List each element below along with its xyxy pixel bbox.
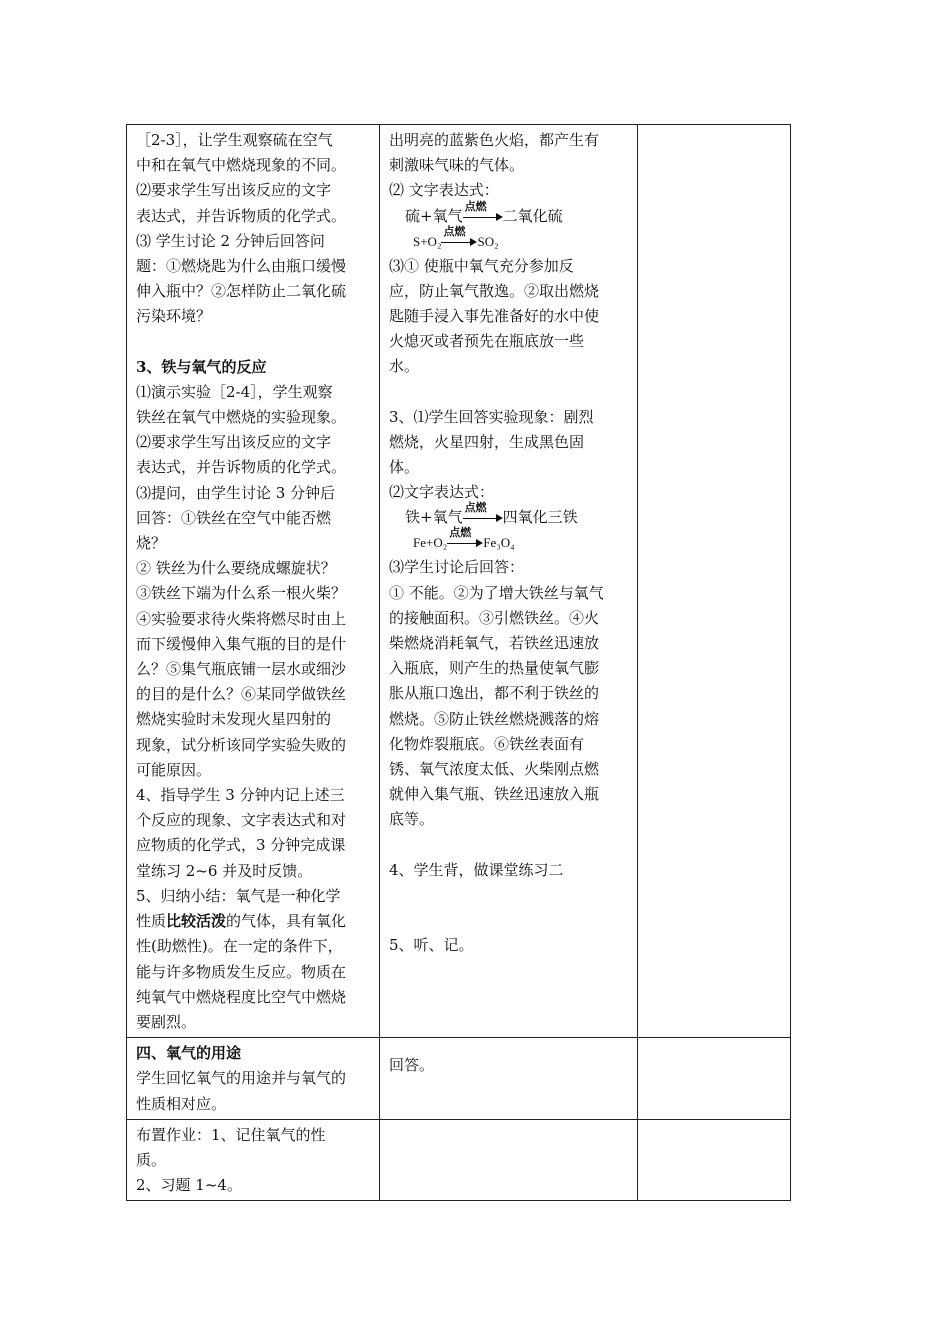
- reaction-arrow-icon: [447, 527, 483, 555]
- text-line: ⑵要求学生写出该反应的文字: [136, 433, 332, 452]
- text-line: 堂练习 2~6 并及时反馈。: [136, 861, 313, 880]
- text-line: 回答。: [389, 1056, 435, 1075]
- reaction-arrow-icon: [441, 225, 477, 254]
- text-line: 烧？: [136, 534, 167, 553]
- lesson-plan-table: [126, 124, 791, 1201]
- notes-cell: [638, 1119, 791, 1201]
- text-line: 污染环境？: [136, 307, 212, 326]
- text-line: 燃烧。⑤防止铁丝燃烧溅落的熔: [389, 709, 600, 728]
- text-line: 而下缓慢伸入集气瓶的目的是什: [136, 634, 347, 653]
- text-line: 要剧烈。: [136, 1012, 197, 1031]
- section-heading-iron: 3、铁与氧气的反应: [136, 357, 267, 376]
- section-heading-uses: 四、氧气的用途: [136, 1044, 242, 1063]
- text-line: 学生回忆氧气的用途并与氧气的: [136, 1069, 347, 1088]
- text-line: 2、习题 1~4。: [136, 1176, 242, 1195]
- text-line: 火熄灭或者预先在瓶底放一些: [389, 332, 585, 351]
- products: SO₂: [477, 233, 499, 249]
- blank-line: [389, 883, 630, 908]
- blank-line: [136, 330, 372, 355]
- text-line: 中和在氧气中燃烧现象的不同。: [136, 156, 347, 175]
- text-line: 5、听、记。: [389, 935, 474, 954]
- condition-label: 点燃: [464, 199, 487, 213]
- sulfur-formula-equation: [389, 225, 630, 254]
- text-line: 表达式，并告诉物质的化学式。: [136, 458, 347, 477]
- reactants: S+O₂: [413, 233, 442, 249]
- text-line: 底等。: [389, 810, 435, 829]
- text-line: ⑶① 使瓶中氧气充分参加反: [389, 256, 574, 275]
- student-activity-cell: [380, 125, 638, 1038]
- text-line: 化物炸裂瓶底。⑥铁丝表面有: [389, 734, 585, 753]
- text-line: 质。: [136, 1150, 167, 1169]
- notes-cell: [638, 1038, 791, 1120]
- text-line: 柴燃烧消耗氧气，若铁丝迅速放: [389, 634, 600, 653]
- text-line: 应，防止氧气散逸。②取出燃烧: [389, 281, 600, 300]
- text-line: ② 铁丝为什么要绕成螺旋状？: [136, 559, 336, 578]
- text-line: 纯氧气中燃烧程度比空气中燃烧: [136, 987, 347, 1006]
- text-line: 就伸入集气瓶、铁丝迅速放入瓶: [389, 785, 600, 804]
- text-line: 胀从瓶口逸出，都不利于铁丝的: [389, 684, 600, 703]
- text-line: 布置作业：1、记住氧气的性: [136, 1125, 326, 1144]
- reactants: Fe+O₂: [413, 535, 448, 551]
- sulfur-word-equation: [389, 199, 630, 229]
- text-line: 3、⑴学生回答实验现象：剧烈: [389, 407, 594, 426]
- text-line: ⑵要求学生写出该反应的文字: [136, 181, 332, 200]
- text-line: 现象，试分析该同学实验失败的: [136, 735, 347, 754]
- table-row-homework: [127, 1119, 791, 1201]
- notes-cell: [638, 125, 791, 1038]
- text-line: 性(助燃性)。在一定的条件下，: [136, 937, 343, 956]
- text-line: 匙随手浸入事先准备好的水中使: [389, 307, 600, 326]
- text-line: 4、指导学生 3 分钟内记上述三: [136, 786, 345, 805]
- text-line: 题：①燃烧匙为什么由瓶口缓慢: [136, 257, 347, 276]
- products: 二氧化硫: [502, 206, 563, 225]
- text-line: ⑵ 文字表达式：: [389, 181, 499, 200]
- text-line: 的接触面积。③引燃铁丝。④火: [389, 608, 600, 627]
- table-row-uses: [127, 1038, 791, 1120]
- products: Fe₃O₄: [483, 535, 515, 551]
- text-line: 燃烧实验时未发现火星四射的: [136, 710, 332, 729]
- text-line: 体。: [389, 458, 420, 477]
- text-line: 刺激味气味的气体。: [389, 156, 525, 175]
- emphasis-text: 比较活泼: [166, 912, 227, 931]
- blank-line: [389, 833, 630, 858]
- reactants: 硫+氧气: [405, 206, 463, 225]
- summary-text: 性质: [136, 912, 167, 931]
- text-line: 表达式，并告诉物质的化学式。: [136, 206, 347, 225]
- reaction-arrow-icon: [463, 199, 503, 229]
- text-line: 铁丝在氧气中燃烧的实验现象。: [136, 408, 347, 427]
- text-line: 伸入瓶中？②怎样防止二氧化硫: [136, 282, 347, 301]
- iron-formula-equation: [389, 527, 630, 555]
- text-line: ⑴演示实验［2-4］，学生观察: [136, 382, 333, 401]
- text-line: 个反应的现象、文字表达式和对: [136, 811, 347, 830]
- text-line: 应物质的化学式，3 分钟完成课: [136, 836, 346, 855]
- student-activity-cell: [380, 1119, 638, 1201]
- text-line: ③铁丝下端为什么系一根火柴？: [136, 584, 347, 603]
- condition-label: 点燃: [443, 225, 466, 238]
- text-line: 入瓶底，则产生的热量使氧气膨: [389, 659, 600, 678]
- text-line: ⑶学生讨论后回答：: [389, 558, 525, 577]
- teacher-activity-cell: [127, 125, 380, 1038]
- text-line: 出明亮的蓝紫色火焰，都产生有: [389, 131, 600, 149]
- text-line: 4、学生背，做课堂练习二: [389, 860, 564, 879]
- text-line: ⑵文字表达式：: [389, 483, 495, 502]
- condition-label: 点燃: [464, 501, 487, 515]
- blank-line: [389, 908, 630, 933]
- summary-line-emphasis: [136, 909, 372, 934]
- text-line: 锈、氧气浓度太低、火柴刚点燃: [389, 760, 600, 779]
- text-line: ⑶提问，由学生讨论 3 分钟后: [136, 483, 336, 502]
- text-line: 能与许多物质发生反应。物质在: [136, 962, 347, 981]
- text-line: ④实验要求待火柴将燃尽时由上: [136, 609, 347, 628]
- text-line: 么？⑤集气瓶底铺一层水或细沙: [136, 660, 347, 679]
- iron-word-equation: [389, 501, 630, 530]
- text-line: 可能原因。: [136, 760, 212, 779]
- text-line: 性质相对应。: [136, 1094, 227, 1113]
- table-row-reactions: [127, 125, 791, 1038]
- text-line: 的目的是什么？⑥某同学做铁丝: [136, 685, 347, 704]
- text-line: ① 不能。②为了增大铁丝与氧气: [389, 583, 604, 602]
- summary-text: 的气体，具有氧化: [226, 912, 347, 931]
- text-line: 水。: [389, 357, 420, 376]
- condition-label: 点燃: [449, 527, 472, 540]
- teacher-activity-cell: [127, 1038, 380, 1120]
- blank-line: [389, 380, 630, 405]
- text-line: ⑶ 学生讨论 2 分钟后回答问: [136, 231, 325, 250]
- summary-line: 5、归纳小结：氧气是一种化学: [136, 886, 341, 905]
- text-line: ［2-3］，让学生观察硫在空气: [136, 131, 333, 149]
- text-line: 燃烧，火星四射，生成黑色固: [389, 432, 585, 451]
- reactants: 铁+氧气: [405, 508, 463, 527]
- student-activity-cell: [380, 1038, 638, 1120]
- homework-cell: [127, 1119, 380, 1201]
- products: 四氧化三铁: [502, 508, 578, 527]
- text-line: 回答：①铁丝在空气中能否燃: [136, 508, 332, 527]
